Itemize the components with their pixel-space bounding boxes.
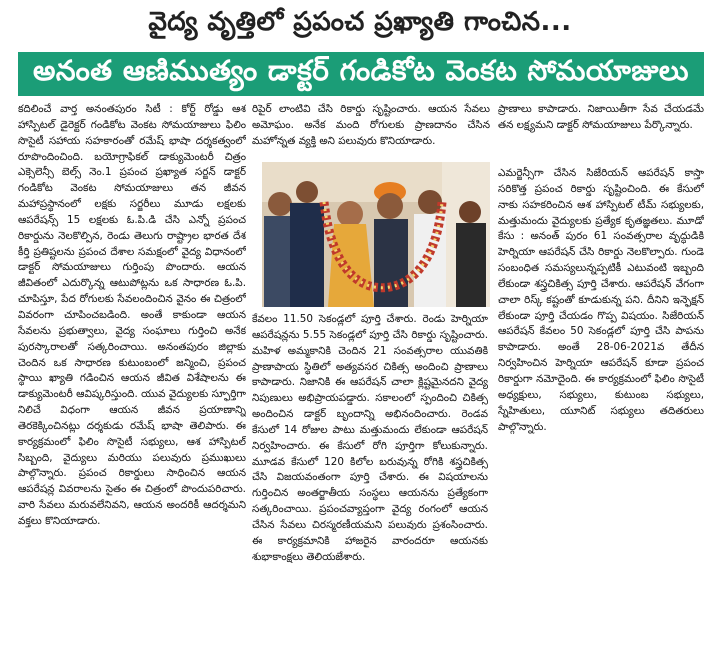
article-column-1	[18, 102, 246, 672]
article-column-3-bottom	[498, 166, 704, 672]
column-3-bottom-text: ఎమర్జెన్సీగా చేసిన సిజేరియన్ ఆపరేషన్ కాస్తా సరికొత్త ప్రపంచ రికార్డు సృష్టించింది. ఈ కేసులో నాకు సహకరించిన ఆశ హాస్పిటల్ టీమ్ సభ్యులకు, మత్తుమందు వైద్యులకు ప్రత్యేక కృతజ్ఞతలు. మూడో కేసు : అనంత్ పురం 61 సంవత్సరాల వృద్ధుడికి హెర్నియా ఆపరేషన్ చేసి రికార్డు నెలకొల్పారు. గుండె సంబంధిత సమస్యలున్నప్పటికీ ఎటువంటి ఇబ్బంది లేకుండా శస్త్రచికిత్స పూర్తి చేశారు. ఆపరేషన్ వేగంగా చాలా రిస్క్ కష్టంతో కూడుకున్న పని. దీనిని ఇన్ఫెక్షన్ లేకుండా పూర్తి చేయడం గొప్ప విషయం. సిజేరియన్ ఆపరేషన్ కేవలం 50 సెకండ్లలో పూర్తి చేసి పాపను కాపాడారు. అంతే 28-06-2021వ తేదీన నిర్వహించిన హెర్నియా ఆపరేషన్ కూడా ప్రపంచ రికార్డుగా నమోదైంది. ఈ కార్యక్రమంలో ఫిలిం సొసైటీ అధ్యక్షులు, సభ్యులు, కుటుంబ సభ్యులు, స్నేహితులు, యూనిట్ సభ్యులు తదితరులు పాల్గొన్నారు.	[498, 167, 704, 433]
headline-title: అనంత ఆణిముత్యం డాక్టర్ గండికోట వెంకట సోమయాజులు	[33, 54, 689, 87]
felicitation-photo-illustration	[262, 162, 490, 307]
headline-kicker	[0, 0, 720, 50]
column-1-text: కదిలించే వార్త అనంతపురం సిటీ : కోర్ట్ రోడ్డు ఆశ హాస్పిటల్ డైరెక్టర్ గండికోట వెంకట సోమయాజులు ఫిలిం సొసైటీ సహాయ సహకారంతో రమేష్ భాషా దర్శకత్వంలో రూపొందించింది. బయోగ్రాఫికల్ డాక్యుమెంటరీ చిత్రం ఎక్సెలెన్సీ బెల్స్ నెం.1 ప్రపంచ ప్రఖ్యాత సర్జన్ డాక్టర్ గండికోట వెంకట సోమయాజులు తన జీవన మహాప్రస్థానంలో లక్షకు సర్జరీలు మూడు లక్షలకు ఆపరేషన్స్ 15 లక్షలకు ఓ.పి.డి చేసి ఎన్నో ప్రపంచ రికార్డును నెలకొల్పిన, రెండు తెలుగు రాష్ట్రాల భారత దేశ కీర్తి ప్రతిష్టలను ప్రపంచ దేశాల సమక్షంలో వైద్య విధానంలో డాక్టర్ సోమయాజులు గుర్తింపు పొందారు. ఆయన జీవితంలో ఎదుర్కొన్న ఆటుపోట్లను ఒక సాధారణ ఓ.పి. చూపిస్తూ, పేద రోగులకు సేవలందించిన వైనం ఈ చిత్రంలో వివరంగా చూపించబడింది. అంతే కాకుండా ఆయన సేవలను ప్రభుత్వాలు, వైద్య సంఘాలు గుర్తించి అనేక పురస్కారాలతో సత్కరించాయి. అనంతపురం జిల్లాకు చెందిన ఒక సాధారణ కుటుంబంలో జన్మించి, ప్రపంచ స్థాయి ఖ్యాతి గడించిన ఆయన జీవిత విశేషాలను ఈ డాక్యుమెంటరీ ఆవిష్కరిస్తుంది. యువ వైద్యులకు స్ఫూర్తిగా నిలిచే విధంగా ఆయన జీవన ప్రయాణాన్ని తెరకెక్కించినట్లు దర్శకుడు రమేష్ భాషా తెలిపారు. ఈ కార్యక్రమంలో ఫిలిం సొసైటీ సభ్యులు, ఆశ హాస్పిటల్ సిబ్బంది, వైద్యులు మరియు పలువురు ప్రముఖులు పాల్గొన్నారు. ప్రపంచ రికార్డులు సాధించిన ఆయన ఆపరేషన్ల వివరాలను సైతం ఈ చిత్రంలో పొందుపరిచారు. వారి సేవలు మరువలేనివని, ఆయన అందరికీ ఆదర్శమని వక్తలు కొనియాడారు.	[18, 103, 246, 527]
article-column-2-bottom	[252, 312, 488, 672]
column-2-top-text: రిపైర్ లాంటివి చేసి రికార్డు సృష్టించారు. ఆయన సేవలు అమోఘం. అనేక మంది రోగులకు ప్రాణదానం చేసిన మహోన్నత వ్యక్తి అని పలువురు కొనియాడారు.	[252, 103, 490, 147]
column-2-bottom-text: కేవలం 11.50 సెకండ్లలో పూర్తి చేశారు. రెండు హెర్నియా ఆపరేషన్లను 5.55 సెకండ్లలో పూర్తి చేసి రికార్డు సృష్టించారు. మహిళ అమ్మకానికి చెందిన 21 సంవత్సరాల యువతికి ప్రాణాపాయ స్థితిలో అత్యవసర చికిత్స అందించి ప్రాణాలు కాపాడారు. నిజానికి ఈ ఆపరేషన్ చాలా క్లిష్టమైనదని వైద్య నిపుణులు అభిప్రాయపడ్డారు. సకాలంలో స్పందించి చికిత్స అందించిన డాక్టర్ బృందాన్ని అభినందించారు. రెండవ కేసులో 14 రోజుల పాటు మత్తుమందు లేకుండా ఆపరేషన్ నిర్వహించారు. ఈ కేసులో రోగి పూర్తిగా కోలుకున్నారు. మూడవ కేసులో 120 కిలోల బరువున్న రోగికి శస్త్రచికిత్స చేసి విజయవంతంగా పూర్తి చేశారు. ఈ విషయాలను గుర్తించిన అంతర్జాతీయ సంస్థలు ఆయనను ప్రత్యేకంగా సత్కరించాయి. ప్రపంచవ్యాప్తంగా వైద్య రంగంలో ఆయన చేసిన సేవలు చిరస్మరణీయమని పలువురు ప్రశంసించారు. ఈ కార్యక్రమానికి హాజరైన వారందరూ ఆయనకు శుభాకాంక్షలు తెలియజేశారు.	[252, 313, 488, 563]
article-photo	[262, 162, 490, 307]
kicker-text: వైద్య వృత్తిలో ప్రపంచ ప్రఖ్యాతి గాంచిన...	[148, 7, 572, 37]
column-3-top-text: ప్రాణాలు కాపాడారు. నిజాయితీగా సేవ చేయడమే తన లక్ష్యమని డాక్టర్ సోమయాజులు పేర్కొన్నారు.	[498, 103, 704, 131]
article-column-2-top	[252, 102, 490, 166]
article-column-3-top	[498, 102, 704, 166]
headline-banner	[18, 52, 704, 96]
